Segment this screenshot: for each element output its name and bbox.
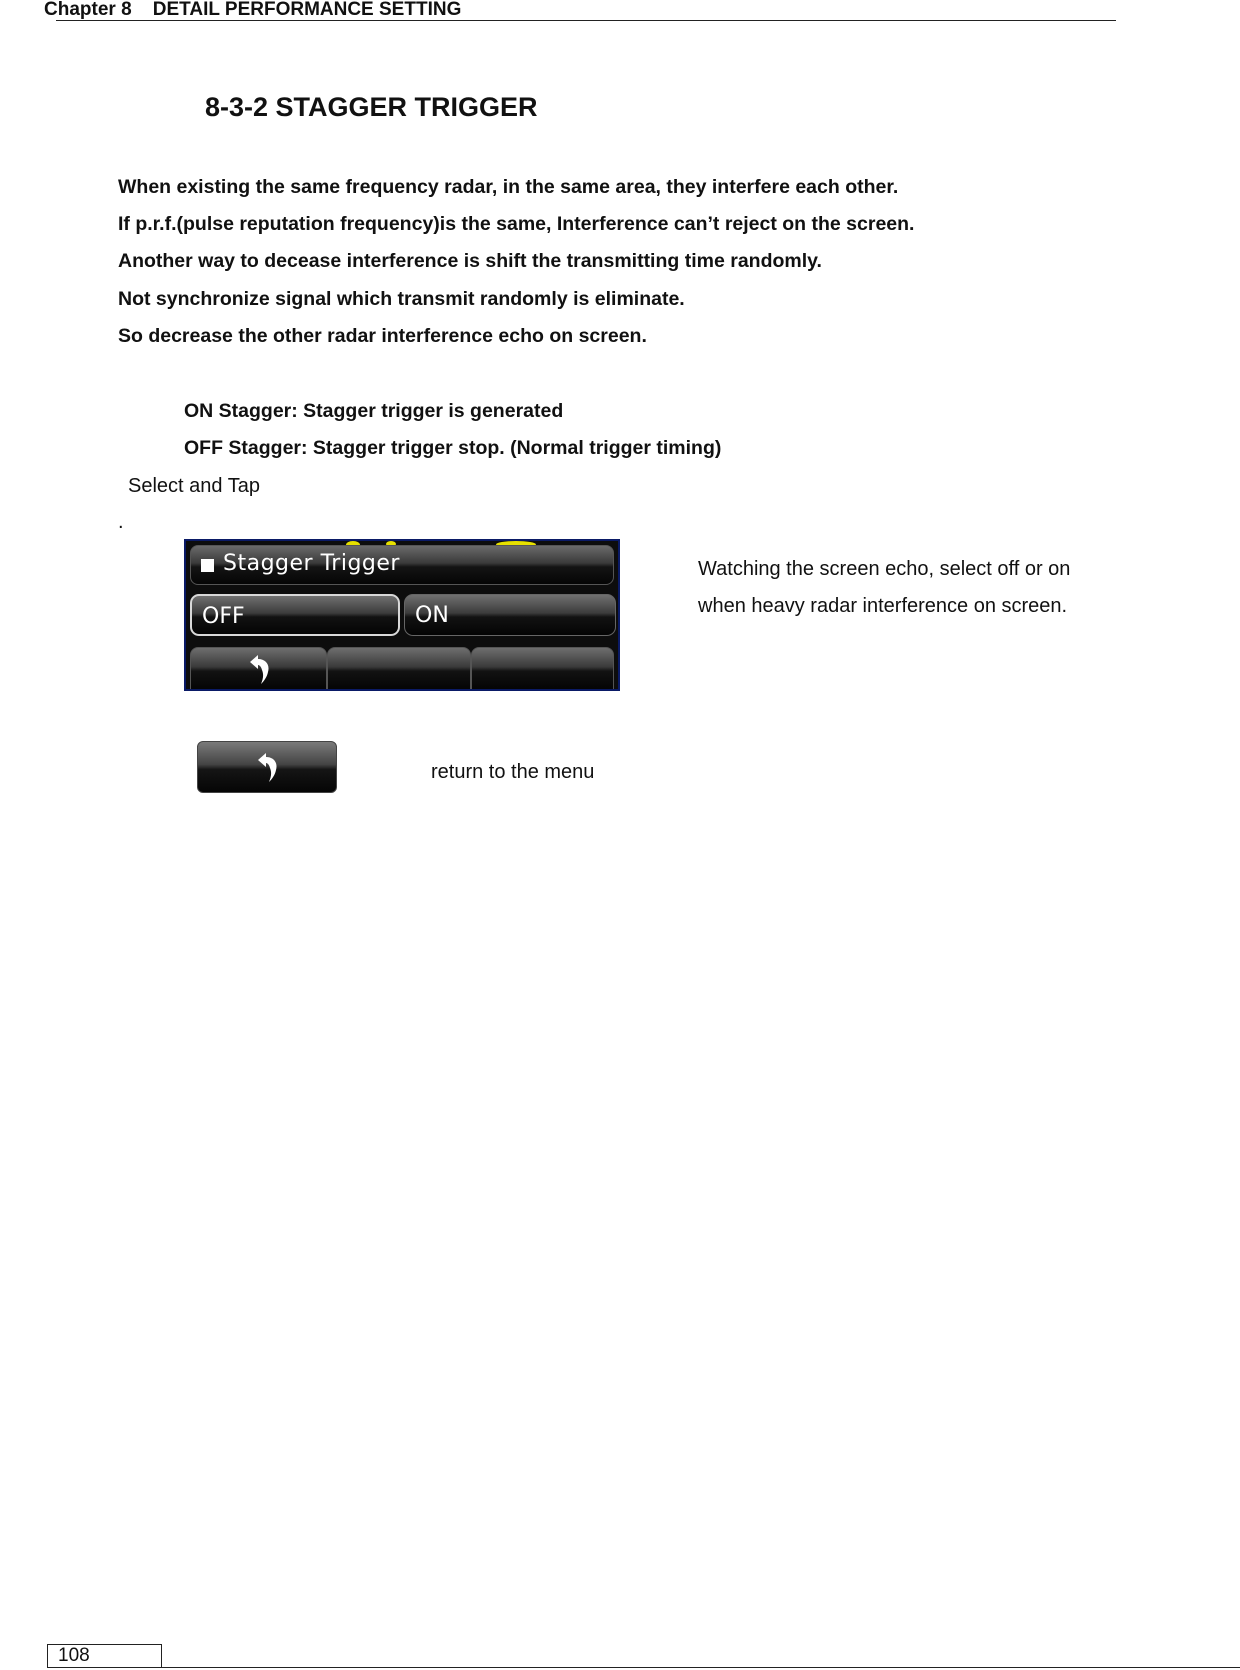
header-rule <box>56 20 1116 21</box>
paragraph-line-3: Another way to decease interference is shift the transmitting time randomly. <box>118 250 822 272</box>
off-button[interactable]: OFF <box>190 594 400 636</box>
chapter-label: Chapter 8 <box>44 0 132 20</box>
option-off-description: OFF Stagger: Stagger trigger stop. (Normal trigger timing) <box>184 437 722 459</box>
stagger-trigger-panel <box>184 539 620 691</box>
panel-back-button[interactable] <box>190 647 327 691</box>
flag-square-icon <box>201 559 214 572</box>
paragraph-line-5: So decrease the other radar interference echo on screen. <box>118 325 647 347</box>
note-line-2: when heavy radar interference on screen. <box>698 595 1068 617</box>
paragraph-line-2: If p.r.f.(pulse reputation frequency)is the same, Interference can’t reject on the screen. <box>118 213 915 235</box>
return-arrow-icon <box>252 749 282 785</box>
note-line-1: Watching the screen echo, select off or on <box>698 558 1071 580</box>
option-on-description: ON Stagger: Stagger trigger is generated <box>184 400 564 422</box>
page-number-box <box>47 1644 162 1668</box>
panel-title: Stagger Trigger <box>223 551 400 576</box>
panel-empty-button[interactable] <box>327 647 471 691</box>
section-title: 8-3-2 STAGGER TRIGGER <box>205 92 538 122</box>
on-button[interactable]: ON <box>404 594 616 636</box>
return-arrow-icon <box>244 652 274 686</box>
paragraph-line-4: Not synchronize signal which transmit randomly is eliminate. <box>118 288 685 310</box>
chapter-title: DETAIL PERFORMANCE SETTING <box>152 0 462 20</box>
panel-empty-button[interactable] <box>471 647 615 691</box>
footer-rule <box>162 1667 1240 1668</box>
back-button-image[interactable] <box>197 741 337 793</box>
page-number: 108 <box>58 1645 90 1666</box>
instruction-text: Select and Tap <box>128 475 260 497</box>
panel-bottom-row <box>190 647 614 691</box>
chapter-header <box>44 0 461 20</box>
back-description: return to the menu <box>431 761 595 783</box>
panel-title-bar <box>190 545 614 585</box>
paragraph-line-1: When existing the same frequency radar, in the same area, they interfere each other. <box>118 176 899 198</box>
stray-dot: . <box>118 511 124 533</box>
